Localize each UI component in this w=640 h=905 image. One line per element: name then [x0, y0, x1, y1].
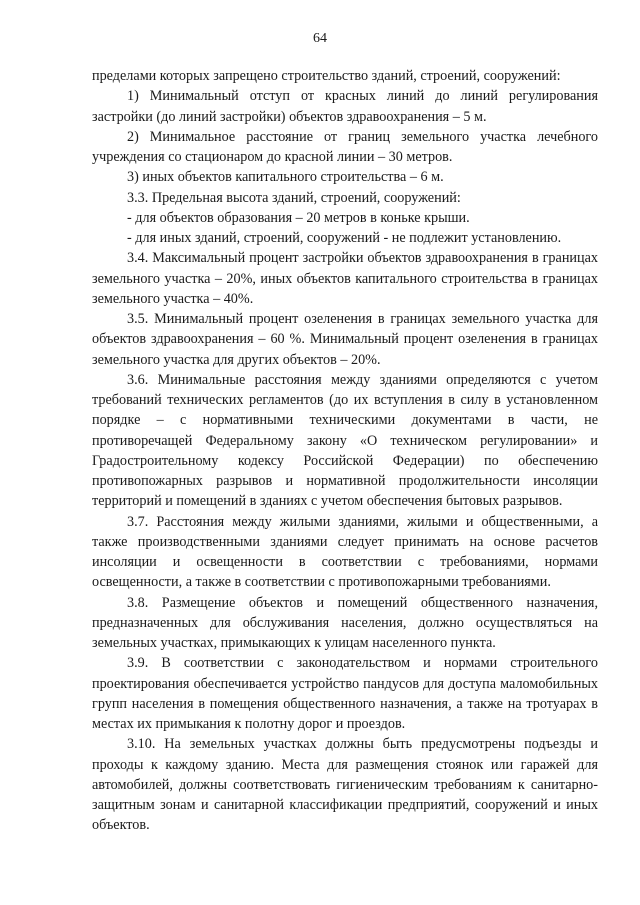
paragraph-3-6: 3.6. Минимальные расстояния между зданиями определяются с учетом требований технических регламентов (до их вступления в силу в установленном порядке – с нормативными техническими документами в части, не противоречащей Федеральному закону «О техническом регулировании» и Градостроительному кодексу Российской Федерации) по обеспечению противопожарных разрывов и нормативной продолжительности инсоляции территорий и помещений в зданиях с учетом обеспечения бытовых разрывов. [92, 371, 598, 510]
paragraph-3-3-education: - для объектов образования – 20 метров в коньке крыши. [127, 209, 470, 226]
page-number: 64 [313, 31, 327, 46]
paragraph-3-7: 3.7. Расстояния между жилыми зданиями, жилыми и общественными, а также производственными зданиями следует принимать на основе расчетов инсоляции и освещенности в соответствии с требованиями, нормами освещенности, а также в соответствии с противопожарными требованиями. [92, 513, 598, 591]
paragraph-3-8: 3.8. Размещение объектов и помещений общественного назначения, предназначенных для обслуживания населения, должно осуществляться на земельных участках, примыкающих к улицам населенного пункта. [92, 594, 598, 651]
paragraph-continuation: пределами которых запрещено строительство зданий, строений, сооружений: [92, 68, 561, 84]
paragraph-3-9: 3.9. В соответствии с законодательством и нормами строительного проектирования обеспечивается устройство пандусов для доступа маломобильных групп населения в помещения общественного назначения, а также на тротуарах в местах их примыкания к полотну дорог и проездов. [92, 655, 598, 732]
page-body [92, 66, 598, 836]
paragraph-other-objects: 3) иных объектов капитального строительства – 6 м. [127, 169, 444, 186]
paragraph-min-setback: 1) Минимальный отступ от красных линий до линий регулирования застройки (до линий застройки) объектов здравоохранения – 5 м. [92, 88, 598, 125]
paragraph-3-3: 3.3. Предельная высота зданий, строений, сооружений: [127, 189, 461, 206]
paragraph-min-distance: 2) Минимальное расстояние от границ земельного участка лечебного учреждения со стационаром до красной линии – 30 метров. [92, 128, 598, 165]
paragraph-3-3-other: - для иных зданий, строений, сооружений - не подлежит установлению. [127, 230, 562, 246]
paragraph-3-5: 3.5. Минимальный процент озеленения в границах земельного участка для объектов здравоохранения – 60 %. Минимальный процент озеленения в границах земельного участка для других объектов – 20%. [92, 311, 598, 368]
paragraph-3-4: 3.4. Максимальный процент застройки объектов здравоохранения в границах земельного участка – 20%, иных объектов капитального строительства в границах земельного участка – 40%. [92, 250, 598, 307]
paragraph-3-10: 3.10. На земельных участках должны быть предусмотрены подъезды и проходы к каждому зданию. Места для размещения стоянок или гаражей для автомобилей, должны соответствовать гигиеническим требованиям к санитарно-защитным зонам и санитарной классификации предприятий, сооружений и иных объектов. [92, 736, 598, 834]
